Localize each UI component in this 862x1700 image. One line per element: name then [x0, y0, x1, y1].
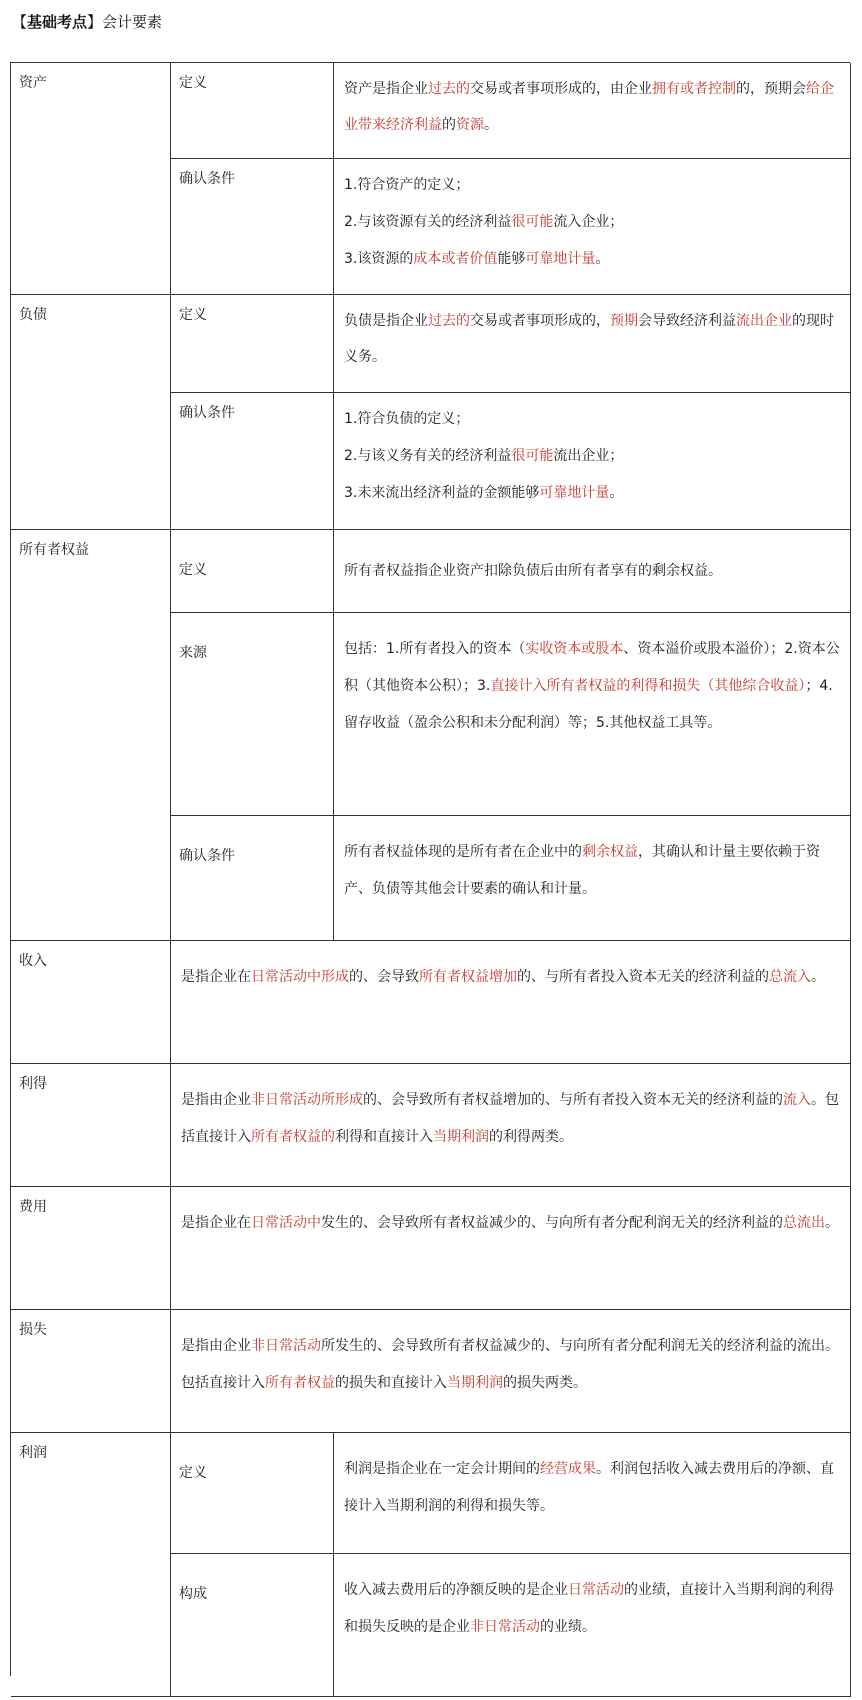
title-tag: 基础考点 [27, 13, 88, 31]
highlighted-term: 所有者权益增加 [419, 969, 517, 985]
profit-label: 利润 [11, 1433, 171, 1697]
equity-cond-label: 确认条件 [171, 816, 334, 941]
liability-cond-1: 1.符合负债的定义； [344, 411, 470, 427]
highlighted-term: 总流入 [769, 969, 811, 985]
highlighted-term: 非日常活动所形成 [251, 1092, 363, 1108]
highlighted-term: 剩余权益 [582, 844, 638, 860]
equity-def-text: 所有者权益指企业资产扣除负债后由所有者享有的剩余权益。 [334, 530, 851, 613]
highlighted-term: 很可能 [511, 448, 554, 464]
asset-cond-text [334, 159, 851, 295]
loss-text: 是指由企业非日常活动所发生的、会导致所有者权益减少的、与向所有者分配利润无关的经济利益的流出。包括直接计入所有者权益的损失和直接计入当期利润的损失两类。 [171, 1310, 851, 1433]
equity-src-label: 来源 [171, 613, 334, 816]
highlighted-term: 可靠地计量 [539, 485, 610, 501]
asset-label: 资产 [11, 63, 171, 295]
page-title [12, 10, 162, 34]
highlighted-term: 日常活动 [568, 1582, 624, 1598]
gain-text: 是指由企业非日常活动所形成的、会导致所有者权益增加的、与所有者投入资本无关的经济利益的流入。包括直接计入所有者权益的利得和直接计入当期利润的利得两类。 [171, 1064, 851, 1187]
highlighted-term: 总流出 [783, 1215, 825, 1231]
asset-def-text: 资产是指企业过去的交易或者事项形成的，由企业拥有或者控制的，预期会给企业带来经济利益的资源。 [334, 63, 851, 159]
highlighted-term: 拥有或者控制 [652, 81, 736, 97]
equity-label: 所有者权益 [11, 530, 171, 941]
highlighted-term: 当期利润 [447, 1375, 503, 1391]
liability-def-text: 负债是指企业过去的交易或者事项形成的，预期会导致经济利益流出企业的现时义务。 [334, 295, 851, 393]
highlighted-term: 日常活动中 [251, 1215, 321, 1231]
highlighted-term: 成本或者价值 [413, 251, 498, 267]
loss-label: 损失 [11, 1310, 171, 1433]
highlighted-term: 所有者权益 [265, 1375, 335, 1391]
highlighted-term: 过去的 [428, 81, 470, 97]
highlighted-term: 直接计入所有者权益的利得和损失（其他综合收益） [490, 678, 806, 694]
highlighted-term: 非日常活动 [470, 1619, 540, 1635]
highlighted-term: 非日常活动 [251, 1338, 321, 1354]
accounting-elements-table [10, 62, 850, 1676]
profit-def-text: 利润是指企业在一定会计期间的经营成果。利润包括收入减去费用后的净额、直接计入当期利润的利得和损失等。 [334, 1433, 851, 1554]
revenue-text: 是指企业在日常活动中形成的、会导致所有者权益增加的、与所有者投入资本无关的经济利益的总流入。 [171, 941, 851, 1064]
liability-label: 负债 [11, 295, 171, 530]
highlighted-term: 可靠地计量 [525, 251, 596, 267]
highlighted-term: 很可能 [511, 214, 554, 230]
asset-cond-1: 1.符合资产的定义； [344, 177, 470, 193]
highlighted-term: 流出企业 [736, 313, 792, 329]
asset-def-label: 定义 [171, 63, 334, 159]
gain-label: 利得 [11, 1064, 171, 1187]
asset-cond-2: 2.与该资源有关的经济利益很可能流入企业； [344, 214, 624, 230]
highlighted-term: 过去的 [428, 313, 470, 329]
highlighted-term: 实收资本或股本 [525, 641, 624, 657]
profit-comp-text: 收入减去费用后的净额反映的是企业日常活动的业绩，直接计入当期利润的利得和损失反映的是企业非日常活动的业绩。 [334, 1554, 851, 1697]
highlighted-term: 经营成果 [540, 1461, 596, 1477]
liability-cond-2: 2.与该义务有关的经济利益很可能流出企业； [344, 448, 624, 464]
expense-text: 是指企业在日常活动中发生的、会导致所有者权益减少的、与向所有者分配利润无关的经济利益的总流出。 [171, 1187, 851, 1310]
equity-cond-text: 所有者权益体现的是所有者在企业中的剩余权益，其确认和计量主要依赖于资产、负债等其他会计要素的确认和计量。 [334, 816, 851, 941]
liability-cond-label: 确认条件 [171, 393, 334, 530]
profit-def-label: 定义 [171, 1433, 334, 1554]
expense-label: 费用 [11, 1187, 171, 1310]
highlighted-term: 当期利润 [433, 1129, 489, 1145]
highlighted-term: 所有者权益的 [251, 1129, 335, 1145]
liability-def-label: 定义 [171, 295, 334, 393]
liability-cond-text [334, 393, 851, 530]
asset-cond-label: 确认条件 [171, 159, 334, 295]
profit-comp-label: 构成 [171, 1554, 334, 1697]
title-bracket-open: 【 [12, 13, 28, 31]
highlighted-term: 流入 [783, 1092, 811, 1108]
highlighted-term: 给企业带来经济利益 [344, 81, 834, 133]
title-text: 会计要素 [102, 13, 163, 31]
liability-cond-3: 3.未来流出经济利益的金额能够可靠地计量。 [344, 485, 624, 501]
equity-def-label: 定义 [171, 530, 334, 613]
highlighted-term: 预期 [610, 313, 638, 329]
asset-cond-3: 3.该资源的成本或者价值能够可靠地计量。 [344, 251, 610, 267]
highlighted-term: 日常活动中形成 [251, 969, 349, 985]
equity-src-text: 包括：1.所有者投入的资本（实收资本或股本、资本溢价或股本溢价）；2.资本公积（其他资本公积）；3.直接计入所有者权益的利得和损失（其他综合收益）；4.留存收益（盈余公积和未分配利润）等；5.其他权益工具等。 [334, 613, 851, 816]
revenue-label: 收入 [11, 941, 171, 1064]
title-bracket-close: 】 [87, 13, 103, 31]
highlighted-term: 资源 [456, 117, 484, 133]
